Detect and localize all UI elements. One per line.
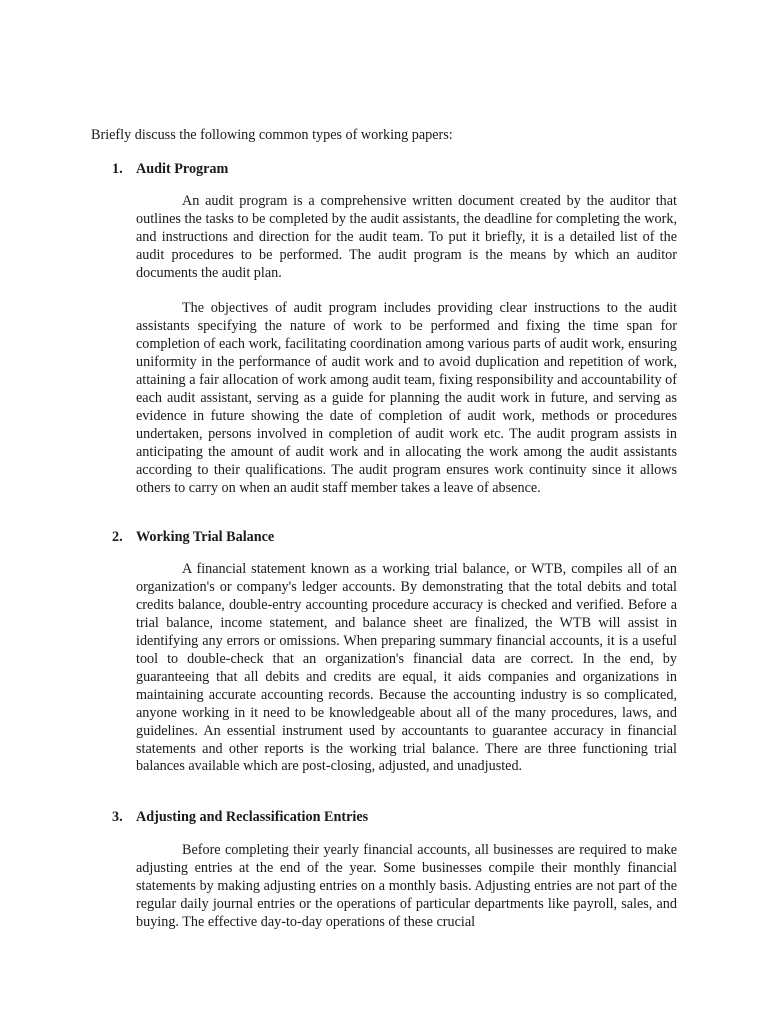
intro-text: Briefly discuss the following common types of working papers: xyxy=(91,127,453,143)
section-heading-working-trial-balance xyxy=(112,528,274,546)
paragraph-audit-program-definition: An audit program is a comprehensive written document created by the auditor that outlines the tasks to be completed by the audit assistants, the deadline for completing the work, and instructions and direction for the audit team. To put it briefly, it is a detailed list of the audit procedures to be performed. The audit program is the means by which an auditor documents the audit plan. xyxy=(136,193,677,281)
section-number: 3. xyxy=(112,809,123,825)
section-title: Working Trial Balance xyxy=(136,529,275,545)
section-title: Audit Program xyxy=(136,161,229,177)
paragraph-audit-program-objectives: The objectives of audit program includes providing clear instructions to the audit assistants specifying the nature of work to be performed and fixing the time span for completion of each work, facilitating coordination among various parts of audit work, ensuring uniformity in the performance of audit work and to avoid duplication and repetition of work, attaining a fair allocation of work among audit team, fixing responsibility and accountability of each audit assistant, serving as a guide for planning the audit work in future, and serving as evidence in future showing the date of completion of audit work, methods or procedures undertaken, persons involved in completion of audit work etc. The audit program assists in anticipating the amount of audit work and in allocating the work among the audit assistants according to their qualifications. The audit program ensures work continuity since it allows others to carry on when an audit staff member takes a leave of absence. xyxy=(136,300,677,496)
section-title: Adjusting and Reclassification Entries xyxy=(136,809,369,825)
paragraph-working-trial-balance: A financial statement known as a working trial balance, or WTB, compiles all of an organization's or company's ledger accounts. By demonstrating that the total debits and total credits balance, double-entry accounting procedure accuracy is checked and verified. Before a trial balance, income statement, and balance sheet are finalized, the WTB will assist in identifying any errors or omissions. When preparing summary financial accounts, it is a useful tool to double-check that an organization's financial data are correct. In the end, by guaranteeing that all debits and credits are equal, it aids companies and organizations in maintaining accurate accounting records. Because the accounting industry is so complicated, anyone working in it need to be knowledgeable about all of the many procedures, laws, and guidelines. An essential instrument used by accountants to guarantee accuracy in financial statements and other reports is the working trial balance. There are three functioning trial balances available which are post-closing, adjusted, and unadjusted. xyxy=(136,561,677,775)
section-number: 1. xyxy=(112,161,123,177)
section-heading-audit-program xyxy=(112,160,228,178)
paragraph-adjusting-entries: Before completing their yearly financial accounts, all businesses are required to make adjusting entries at the end of the year. Some businesses compile their monthly financial statements by making adjusting entries on a monthly basis. Adjusting entries are not part of the regular daily journal entries or the operations of particular departments like payroll, sales, and buying. The effective day-to-day operations of these crucial xyxy=(136,842,677,930)
section-number: 2. xyxy=(112,529,123,545)
section-heading-adjusting-entries xyxy=(112,808,368,826)
